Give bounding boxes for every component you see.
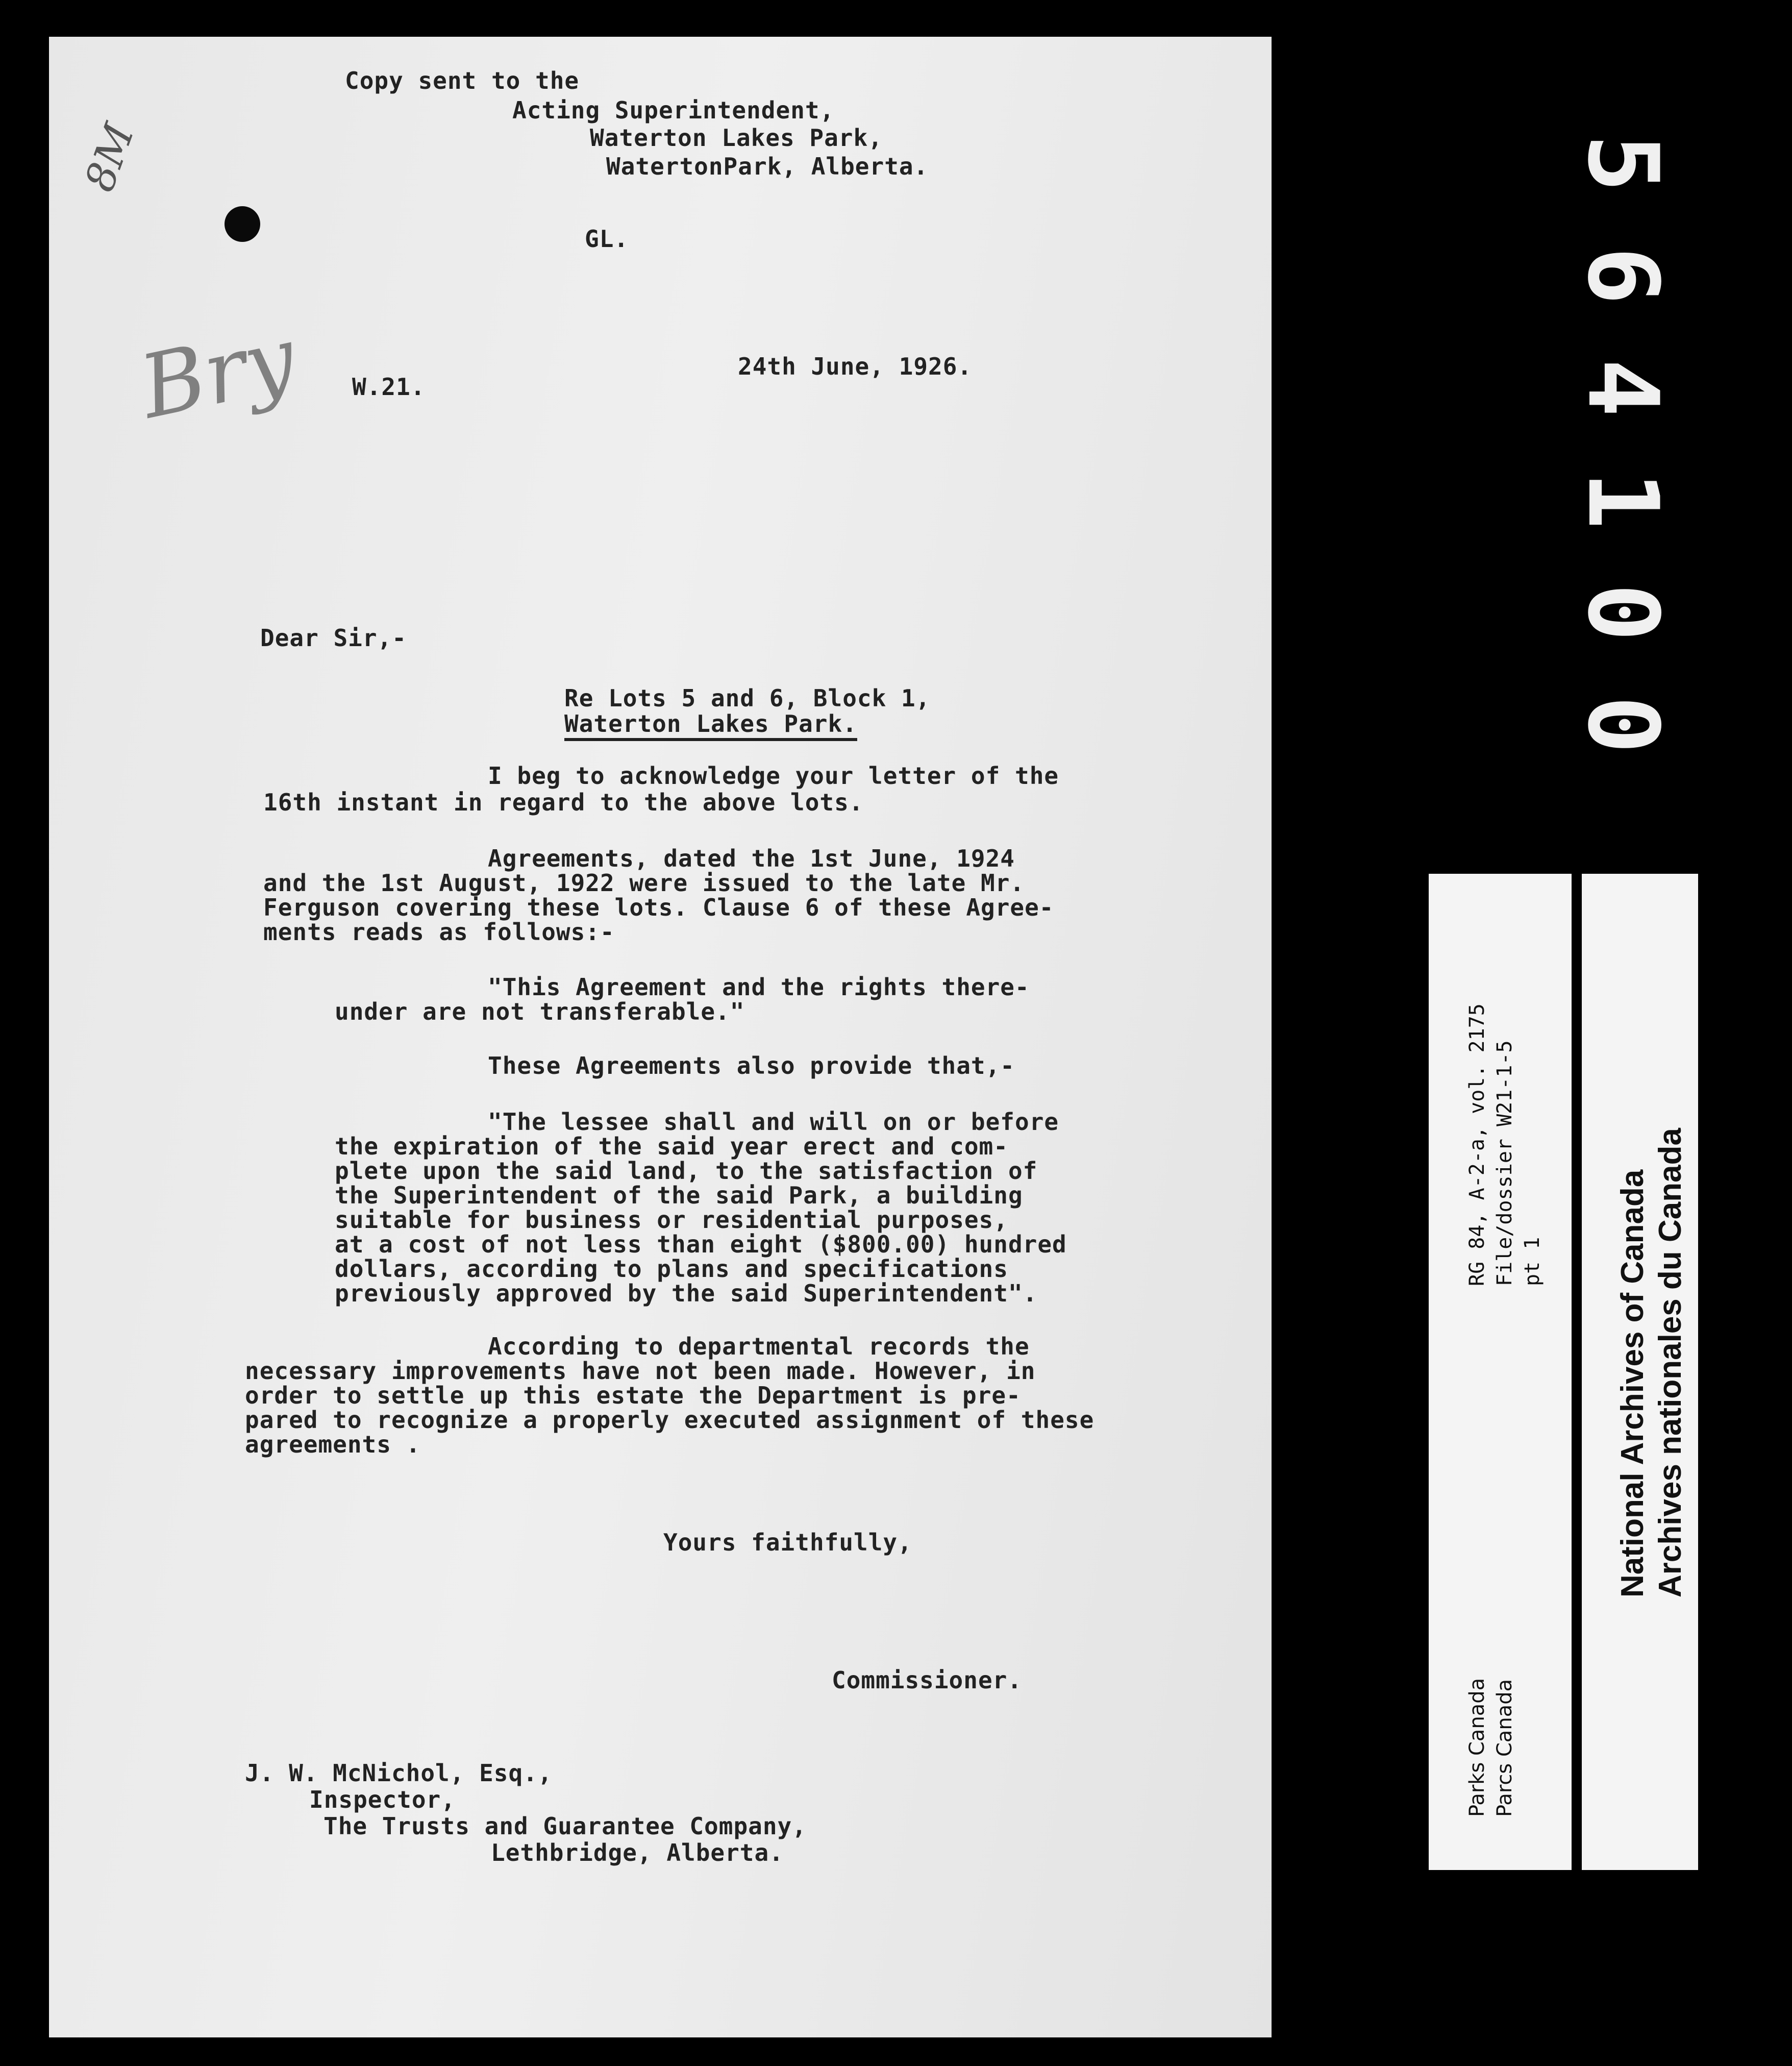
- archive-ref-line-3: pt 1: [1521, 1237, 1544, 1286]
- paragraph-3: These Agreements also provide that,-: [488, 1052, 1015, 1079]
- paragraph-1-line-2: 16th instant in regard to the above lots.: [263, 789, 864, 816]
- signatory: Commissioner.: [832, 1666, 1023, 1694]
- quote-2-line-5: suitable for business or residential purposes,: [335, 1206, 1008, 1234]
- paragraph-2-line-2: and the 1st August, 1922 were issued to the late Mr.: [263, 869, 1025, 897]
- org-name-fr: Parcs Canada: [1493, 1679, 1516, 1817]
- archive-ref-line-1: RG 84, A-2-a, vol. 2175: [1465, 1003, 1489, 1286]
- address-line-1: J. W. McNichol, Esq.,: [245, 1759, 553, 1787]
- quote-2-line-3: plete upon the said land, to the satisfaction of: [335, 1157, 1038, 1185]
- frame-digit: 5: [1566, 134, 1679, 193]
- subject-line-2: Waterton Lakes Park.: [564, 710, 857, 741]
- paragraph-2-line-4: ments reads as follows:-: [263, 918, 615, 946]
- quote-2-line-2: the expiration of the said year erect and com-: [335, 1133, 1008, 1160]
- frame-digit: 1: [1566, 471, 1679, 530]
- paragraph-1-line-1: I beg to acknowledge your letter of the: [488, 762, 1059, 790]
- address-line-2: Inspector,: [309, 1786, 456, 1813]
- quote-1-line-1: "This Agreement and the rights there-: [488, 973, 1030, 1001]
- letter-date: 24th June, 1926.: [738, 353, 973, 380]
- file-reference: W.21.: [352, 373, 426, 401]
- archives-name-en: National Archives of Canada: [1615, 1169, 1650, 1597]
- quote-2-line-1: "The lessee shall and will on or before: [488, 1108, 1059, 1136]
- punch-hole: [225, 206, 260, 242]
- margin-initials: Bry: [132, 307, 304, 439]
- paragraph-4-line-5: agreements .: [245, 1431, 421, 1458]
- quote-2-line-7: dollars, according to plans and specifications: [335, 1255, 1008, 1283]
- copy-line-4: WatertonPark, Alberta.: [606, 153, 929, 180]
- paragraph-4-line-1: According to departmental records the: [488, 1333, 1030, 1360]
- salutation: Dear Sir,-: [260, 624, 407, 652]
- frame-number: [1561, 112, 1684, 776]
- archive-ref-line-2: File/dossier W21-1-5: [1493, 1040, 1516, 1286]
- address-line-4: Lethbridge, Alberta.: [491, 1839, 784, 1866]
- quote-2-line-8: previously approved by the said Superintendent".: [335, 1280, 1038, 1307]
- address-line-3: The Trusts and Guarantee Company,: [323, 1812, 807, 1840]
- quote-2-line-6: at a cost of not less than eight ($800.00) hundred: [335, 1231, 1067, 1258]
- archives-name-fr: Archives nationales du Canada: [1653, 1128, 1688, 1597]
- copy-line-2: Acting Superintendent,: [512, 96, 835, 124]
- margin-note-top: 8M: [75, 117, 143, 198]
- paragraph-4-line-3: order to settle up this estate the Department is pre-: [245, 1382, 1021, 1409]
- org-name-en: Parks Canada: [1465, 1678, 1489, 1817]
- paragraph-4-line-2: necessary improvements have not been made. However, in: [245, 1357, 1036, 1385]
- subject-line-1: Re Lots 5 and 6, Block 1,: [564, 684, 931, 712]
- initials: GL.: [585, 225, 629, 253]
- copy-line-3: Waterton Lakes Park,: [590, 124, 883, 152]
- frame-digit: 0: [1566, 583, 1679, 642]
- frame-digit: 0: [1566, 695, 1679, 754]
- closing: Yours faithfully,: [663, 1529, 912, 1556]
- quote-1-line-2: under are not transferable.": [335, 998, 745, 1025]
- paragraph-2-line-3: Ferguson covering these lots. Clause 6 of these Agree-: [263, 894, 1054, 921]
- paragraph-4-line-4: pared to recognize a properly executed assignment of these: [245, 1406, 1094, 1434]
- copy-line-1: Copy sent to the: [345, 67, 580, 94]
- frame-digit: 6: [1566, 246, 1679, 305]
- letter-page: [49, 37, 1272, 2037]
- frame-digit: 4: [1566, 358, 1679, 417]
- paragraph-2-line-1: Agreements, dated the 1st June, 1924: [488, 845, 1015, 872]
- quote-2-line-4: the Superintendent of the said Park, a building: [335, 1182, 1023, 1209]
